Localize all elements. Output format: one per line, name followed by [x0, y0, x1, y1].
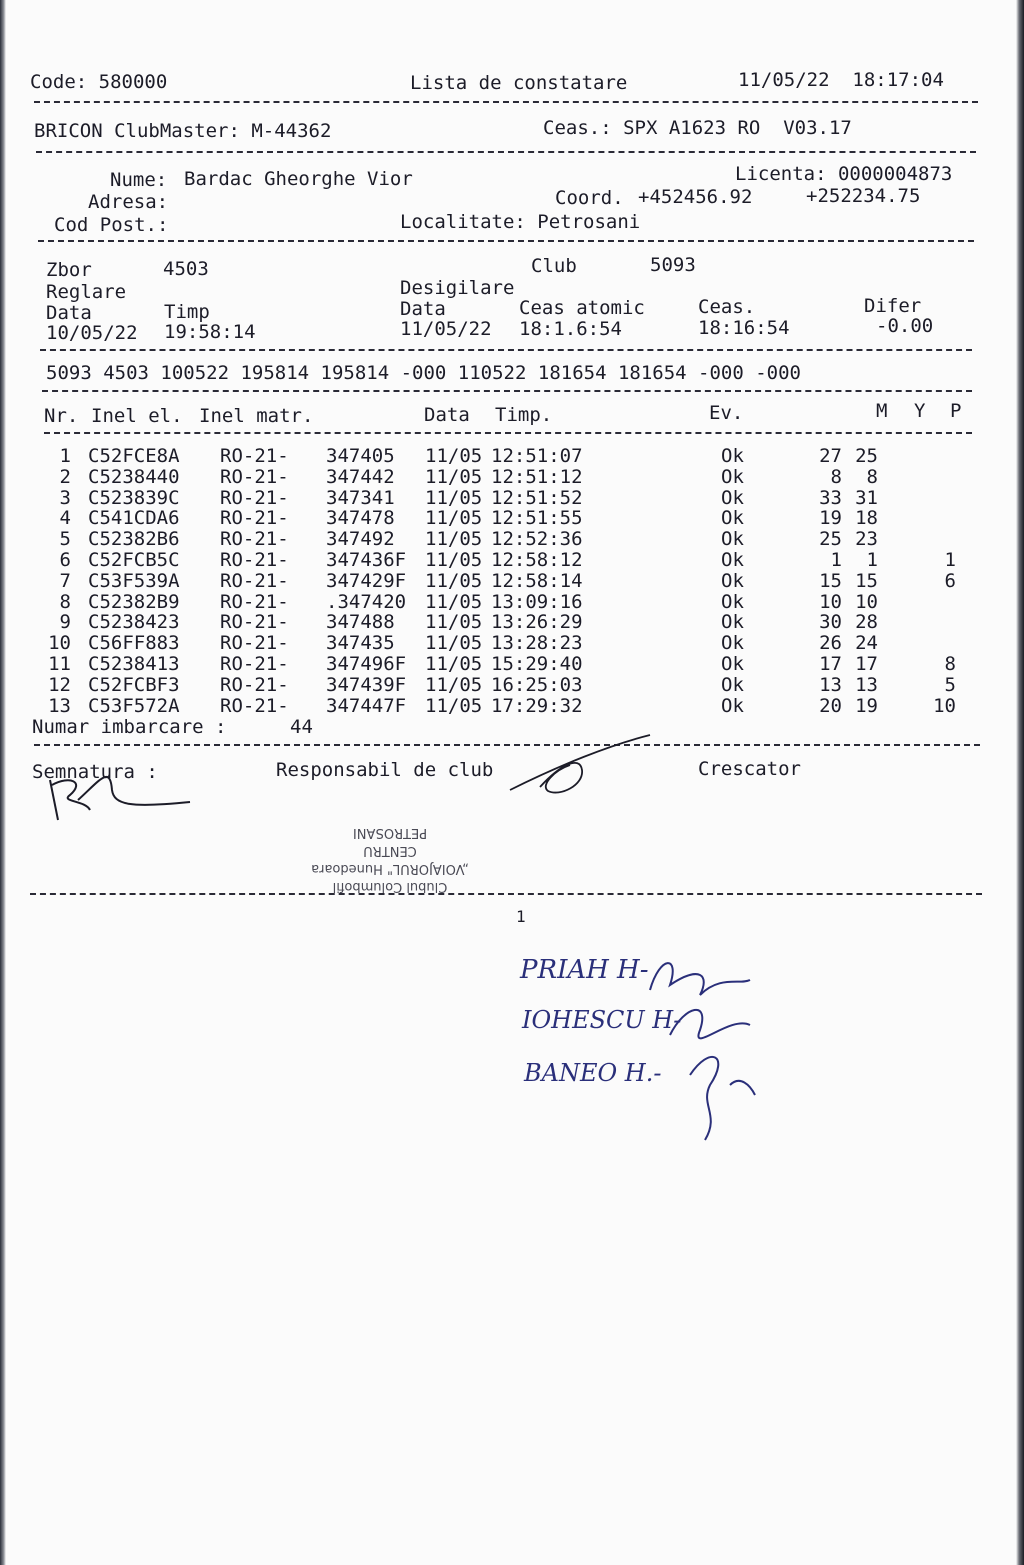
cell-m: 17 [819, 653, 842, 675]
divider [30, 893, 982, 895]
cell-timp: 12:51:07 [491, 445, 583, 467]
cell-data: 11/05 [425, 673, 483, 696]
cell-m: 30 [819, 611, 842, 634]
page-edge-right [1016, 0, 1024, 1565]
cell-p: 6 [944, 569, 956, 592]
cell-m: 20 [819, 694, 842, 717]
cell-timp: 12:58:14 [491, 569, 583, 592]
cell-inel-matr: 347341 [326, 486, 395, 509]
cell-ring-prefix: RO-21- [220, 528, 289, 551]
handwritten-signatures [640, 945, 780, 1145]
divider [38, 240, 974, 242]
cell-data: 11/05 [425, 507, 483, 530]
cell-inel-matr: 347488 [326, 611, 395, 634]
cell-y: 10 [855, 590, 878, 613]
cell-data: 11/05 [425, 694, 483, 717]
cell-timp: 16:25:03 [491, 673, 583, 696]
reglare-data: 10/05/22 [46, 322, 138, 344]
page-number: 1 [516, 907, 526, 926]
address-label: Adresa: [88, 191, 169, 213]
cell-inel-matr: 347405 [326, 445, 395, 467]
cell-nr: 4 [59, 507, 71, 530]
cell-y: 25 [855, 445, 878, 467]
cell-nr: 6 [59, 549, 71, 571]
club-stamp [270, 815, 510, 895]
cell-y: 23 [855, 528, 878, 551]
divider [40, 349, 972, 351]
cell-nr: 10 [48, 632, 71, 655]
cell-ev: Ok [721, 486, 744, 509]
cell-p: 1 [944, 549, 956, 571]
cell-ev: Ok [721, 528, 744, 551]
cell-inel-matr: 347436F [326, 549, 407, 571]
cell-m: 1 [830, 549, 842, 571]
cell-inel-el: C523839C [88, 486, 180, 509]
cell-y: 15 [855, 569, 878, 592]
software-version: BRICON ClubMaster: M-44362 [34, 120, 332, 142]
cell-y: 8 [866, 465, 878, 488]
print-datetime: 11/05/22 18:17:04 [738, 69, 944, 91]
cell-p: 10 [933, 694, 956, 717]
cell-nr: 5 [59, 528, 71, 551]
coord-lat: +452456.92 [638, 186, 753, 208]
cell-data: 11/05 [425, 549, 483, 571]
club-label: Club [531, 255, 577, 277]
cell-nr: 1 [59, 445, 71, 467]
cell-inel-matr: 347429F [326, 569, 407, 592]
breeder-label: Crescator [698, 758, 801, 780]
cell-y: 19 [855, 694, 878, 717]
difer-value: -0.00 [876, 315, 934, 337]
desig-data-label: Data [400, 298, 446, 320]
cell-inel-el: C541CDA6 [88, 507, 180, 530]
cell-m: 13 [819, 673, 842, 696]
cell-inel-matr: 347492 [326, 528, 395, 551]
cell-timp: 17:29:32 [491, 694, 583, 717]
cell-timp: 12:58:12 [491, 549, 583, 571]
cell-ring-prefix: RO-21- [220, 653, 289, 675]
cell-inel-matr: 347496F [326, 653, 407, 675]
cell-ev: Ok [721, 632, 744, 655]
cell-inel-el: C52382B6 [88, 528, 180, 551]
cell-data: 11/05 [425, 465, 483, 488]
stamp-line: Clubul Columbofil [332, 879, 448, 894]
cell-ring-prefix: RO-21- [220, 590, 289, 613]
page-edge-left [0, 0, 6, 1565]
cell-inel-el: C56FF883 [88, 632, 180, 655]
cell-ev: Ok [721, 549, 744, 571]
handwritten-name-3: BANEO H.- [524, 1059, 670, 1087]
table-row [0, 654, 1000, 675]
cell-data: 11/05 [425, 486, 483, 509]
col-data: Data [424, 404, 470, 426]
cell-ev: Ok [721, 465, 744, 488]
divider [44, 432, 972, 434]
col-nr: Nr. [44, 405, 79, 427]
cell-nr: 12 [48, 673, 71, 696]
cell-m: 26 [819, 632, 842, 655]
col-timp: Timp. [495, 404, 553, 426]
reglare-data-label: Data [46, 302, 92, 324]
cell-ring-prefix: RO-21- [220, 611, 289, 634]
cell-y: 28 [855, 611, 878, 634]
cell-ring-prefix: RO-21- [220, 486, 289, 509]
desig-data: 11/05/22 [400, 318, 492, 340]
cell-m: 33 [819, 486, 842, 509]
licence-number: Licenta: 0000004873 [735, 163, 953, 185]
cell-y: 24 [855, 632, 878, 655]
table-row [0, 612, 1000, 633]
postcode-label: Cod Post.: [54, 214, 169, 236]
desigilare-label: Desigilare [400, 277, 515, 299]
cell-inel-matr: 347447F [326, 694, 407, 717]
reglare-label: Reglare [46, 281, 127, 303]
cell-ring-prefix: RO-21- [220, 632, 289, 655]
table-row [0, 550, 1000, 571]
cell-nr: 2 [59, 465, 71, 488]
col-y: Y [914, 400, 926, 422]
stamp-line: PETROSANI [352, 825, 428, 840]
cell-inel-el: C5238423 [88, 611, 180, 634]
desig-ceas: 18:16:54 [698, 317, 790, 339]
embark-label: Numar imbarcare : [32, 716, 227, 738]
cell-nr: 9 [59, 611, 71, 634]
stamp-line: CENTRU [363, 843, 417, 858]
cell-timp: 13:28:23 [491, 632, 583, 655]
cell-inel-el: C53F572A [88, 694, 180, 717]
cell-inel-el: C5238413 [88, 653, 180, 675]
cell-data: 11/05 [425, 632, 483, 655]
cell-nr: 13 [48, 694, 71, 717]
cell-inel-el: C52FCE8A [88, 445, 180, 467]
table-row [0, 675, 1000, 696]
club-responsible-label: Responsabil de club [276, 759, 494, 781]
cell-ring-prefix: RO-21- [220, 694, 289, 717]
club-responsible-signature [500, 725, 670, 805]
handwritten-name-1: PRIAH H- [520, 955, 657, 985]
cell-y: 1 [866, 549, 878, 571]
cell-m: 19 [819, 507, 842, 530]
stamp-line: „VOIAJORUL" Hunedoara [311, 861, 469, 876]
cell-ring-prefix: RO-21- [220, 507, 289, 530]
divider [42, 390, 972, 392]
code-label: Code: 580000 [30, 71, 168, 93]
zbor-value: 4503 [163, 258, 209, 280]
name-label: Nume: [110, 169, 168, 191]
cell-inel-matr: 347439F [326, 673, 407, 696]
cell-data: 11/05 [425, 445, 483, 467]
embark-value: 44 [290, 716, 313, 738]
table-row [0, 446, 1000, 467]
cell-y: 13 [855, 673, 878, 696]
cell-data: 11/05 [425, 590, 483, 613]
cell-m: 15 [819, 569, 842, 592]
cell-ev: Ok [721, 569, 744, 592]
table-row [0, 571, 1000, 592]
difer-label: Difer [864, 295, 922, 317]
signature-label: Semnatura : [32, 761, 158, 783]
divider [34, 101, 978, 103]
cell-inel-matr: 347478 [326, 507, 395, 530]
cell-p: 8 [944, 653, 956, 675]
zbor-label: Zbor [46, 259, 92, 281]
cell-ring-prefix: RO-21- [220, 465, 289, 488]
table-row [0, 592, 1000, 613]
cell-data: 11/05 [425, 611, 483, 634]
table-row [0, 488, 1000, 509]
reglare-timp-label: Timp [164, 301, 210, 323]
cell-m: 27 [819, 445, 842, 467]
ceas-label: Ceas. [698, 296, 756, 318]
table-row [0, 508, 1000, 529]
summary-line: 5093 4503 100522 195814 195814 -000 110522 181654 181654 -000 -000 [46, 362, 801, 384]
cell-data: 11/05 [425, 653, 483, 675]
col-inel-matr: Inel matr. [199, 405, 314, 427]
coord-lon: +252234.75 [806, 185, 921, 207]
coord-label: Coord. [555, 187, 624, 209]
col-inel-el: Inel el. [91, 405, 183, 427]
cell-data: 11/05 [425, 569, 483, 592]
cell-nr: 7 [59, 569, 71, 592]
cell-nr: 3 [59, 486, 71, 509]
table-row [0, 696, 1000, 717]
table-row [0, 633, 1000, 654]
cell-ev: Ok [721, 590, 744, 613]
cell-inel-matr: 347435 [326, 632, 395, 655]
cell-m: 10 [819, 590, 842, 613]
cell-ev: Ok [721, 653, 744, 675]
breeder-signature [30, 760, 210, 830]
cell-inel-el: C52FCBF3 [88, 673, 180, 696]
cell-inel-el: C53F539A [88, 569, 180, 592]
reglare-timp: 19:58:14 [164, 321, 256, 343]
cell-ring-prefix: RO-21- [220, 549, 289, 571]
cell-timp: 12:51:12 [491, 465, 583, 488]
cell-data: 11/05 [425, 528, 483, 551]
cell-y: 31 [855, 486, 878, 509]
table-row [0, 467, 1000, 488]
cell-ev: Ok [721, 673, 744, 696]
cell-ev: Ok [721, 611, 744, 634]
cell-ev: Ok [721, 694, 744, 717]
cell-inel-matr: .347420 [326, 590, 407, 613]
cell-timp: 15:29:40 [491, 653, 583, 675]
cell-inel-el: C52FCB5C [88, 549, 180, 571]
col-m: M [876, 400, 888, 422]
cell-m: 8 [830, 465, 842, 488]
cell-y: 18 [855, 507, 878, 530]
cell-ring-prefix: RO-21- [220, 673, 289, 696]
clock-info: Ceas.: SPX A1623 RO V03.17 [543, 117, 852, 139]
club-value: 5093 [650, 254, 696, 276]
cell-ring-prefix: RO-21- [220, 569, 289, 592]
cell-timp: 12:51:55 [491, 507, 583, 530]
cell-timp: 13:09:16 [491, 590, 583, 613]
cell-timp: 13:26:29 [491, 611, 583, 634]
cell-inel-el: C5238440 [88, 465, 180, 488]
cell-timp: 12:52:36 [491, 528, 583, 551]
table-row [0, 529, 1000, 550]
cell-timp: 12:51:52 [491, 486, 583, 509]
ceas-atomic-label: Ceas atomic [519, 297, 645, 319]
document-title: Lista de constatare [410, 72, 628, 94]
divider [36, 151, 976, 153]
cell-p: 5 [944, 673, 956, 696]
locality: Localitate: Petrosani [400, 211, 641, 233]
cell-ring-prefix: RO-21- [220, 445, 289, 467]
cell-inel-matr: 347442 [326, 465, 395, 488]
cell-nr: 8 [59, 590, 71, 613]
cell-ev: Ok [721, 445, 744, 467]
owner-name: Bardac Gheorghe Vior [184, 168, 413, 190]
cell-m: 25 [819, 528, 842, 551]
cell-nr: 11 [48, 653, 71, 675]
col-p: P [950, 400, 962, 422]
cell-ev: Ok [721, 507, 744, 530]
col-ev: Ev. [709, 402, 744, 424]
handwritten-name-2: IOHESCU H- [522, 1006, 689, 1034]
desig-atomic: 18:1.6:54 [519, 318, 622, 340]
cell-inel-el: C52382B9 [88, 590, 180, 613]
cell-y: 17 [855, 653, 878, 675]
